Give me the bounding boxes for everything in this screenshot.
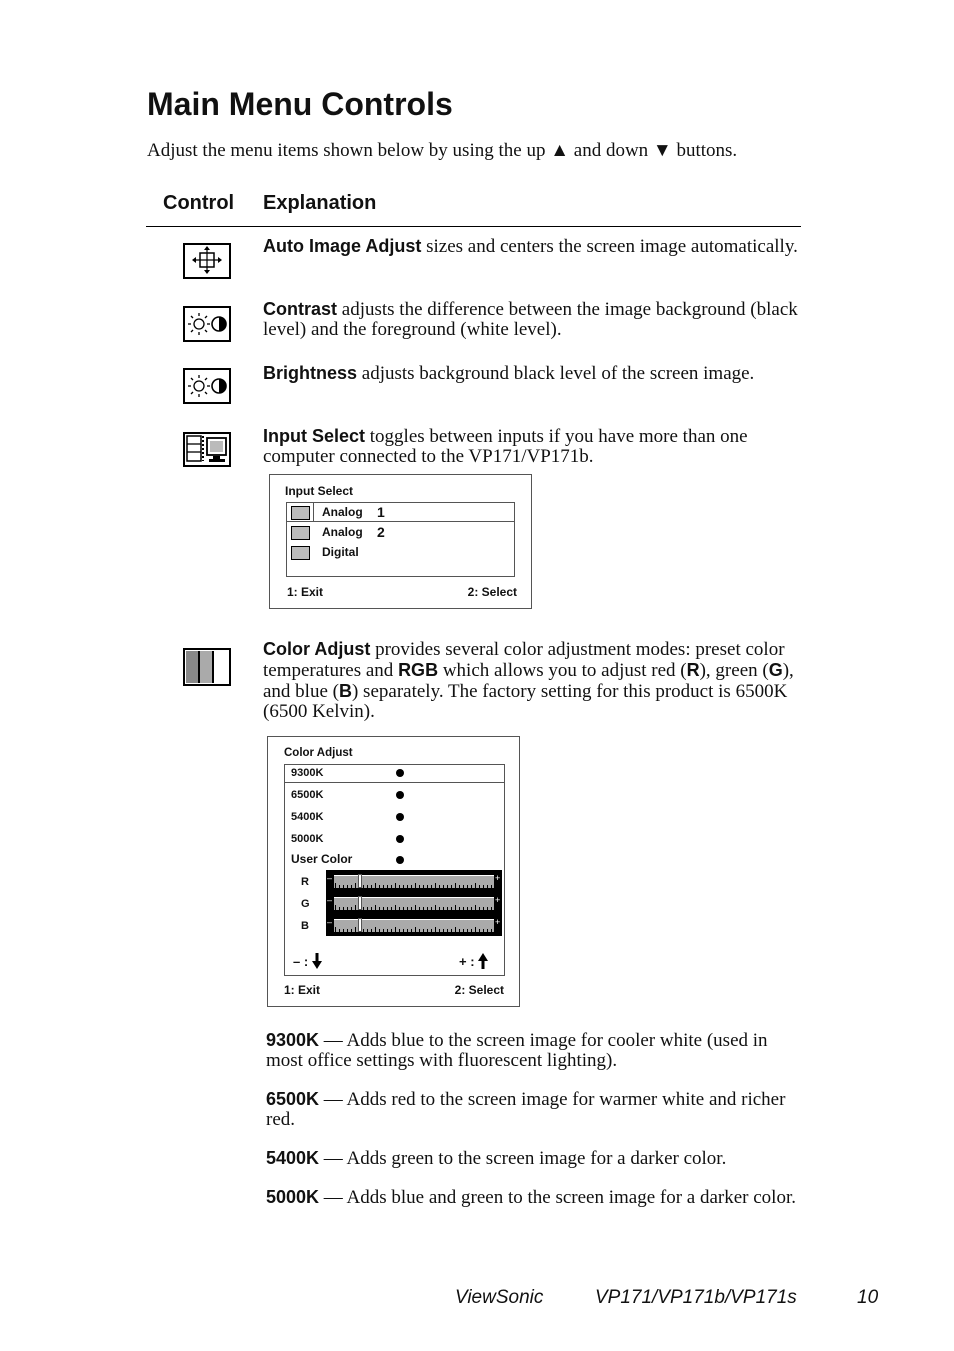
osd-exit-hint: 1: Exit: [284, 983, 321, 997]
slider-tick: [371, 907, 372, 910]
input-select-osd: [269, 474, 532, 609]
slider-tick: [419, 929, 420, 932]
slider-tick: [439, 929, 440, 932]
slider-tick: [351, 907, 352, 910]
slider-tick: [363, 929, 364, 932]
intro-text: [147, 140, 737, 162]
preset-dot: [396, 835, 404, 843]
slider-tick: [431, 907, 432, 910]
slider-tick: [371, 885, 372, 888]
brightness-text: adjusts background black level of the screen image.: [361, 363, 755, 384]
color-adjust-text-5: ) separately. The factory setting for this product is 6500K (6500 Kelvin).: [263, 681, 788, 722]
osd-exit-hint: 1: Exit: [287, 585, 324, 599]
slider-tick: [399, 907, 400, 910]
slider-tick: [487, 929, 488, 932]
slider-tick: [411, 929, 412, 932]
mode-5400k: [266, 1148, 796, 1169]
color-adjust-icon: [183, 648, 231, 686]
decrease-hint: [293, 953, 322, 969]
slider-tick: [483, 907, 484, 910]
slider-tick: [383, 929, 384, 932]
down-arrow-icon: [312, 953, 322, 969]
slider-knob[interactable]: [358, 896, 362, 910]
slider-tick: [351, 929, 352, 932]
input-select-description: [263, 426, 798, 467]
slider-tick: [371, 929, 372, 932]
preset-dot: [396, 791, 404, 799]
decrease-icon: –: [327, 917, 333, 927]
slider-tick: [351, 885, 352, 888]
preset-label: 5000K: [291, 833, 324, 845]
decrease-icon: –: [327, 873, 333, 883]
slider-tick: [347, 907, 348, 910]
mode-label: 5000K: [266, 1187, 320, 1207]
slider-tick: [483, 885, 484, 888]
color-adjust-label: Color Adjust: [263, 639, 371, 659]
preset-6500k[interactable]: [285, 787, 504, 805]
slider-tick: [363, 907, 364, 910]
slider-tick: [491, 929, 492, 932]
input-option-label: Analog: [322, 525, 363, 539]
slider-tick: [463, 885, 464, 888]
input-list: [286, 502, 515, 577]
slider-tick: [447, 907, 448, 910]
slider-tick: [447, 885, 448, 888]
slider-tick: [403, 907, 404, 910]
slider-tick: [375, 883, 376, 888]
mode-label: 6500K: [266, 1089, 320, 1109]
mode-text: — Adds blue to the screen image for cooler white (used in most office settings with fluorescent lighting).: [266, 1030, 768, 1071]
input-select-label: Input Select: [263, 426, 366, 446]
color-adjust-text-1: provides several color adjustment modes: preset color temperatures and: [263, 639, 785, 681]
color-adjust-text-3: ), green (: [699, 660, 769, 681]
decrease-icon: –: [327, 895, 333, 905]
digital-input-icon: [291, 546, 310, 560]
slider-tick: [491, 885, 492, 888]
input-option-label: Digital: [322, 545, 359, 559]
mode-text: — Adds red to the screen image for warmer white and richer red.: [266, 1089, 786, 1130]
slider-tick: [475, 883, 476, 888]
slider-tick: [363, 885, 364, 888]
slider-tick: [443, 929, 444, 932]
increase-icon: +: [495, 895, 501, 905]
brightness-icon: [183, 368, 231, 404]
slider-tick: [383, 907, 384, 910]
slider-tick: [411, 907, 412, 910]
slider-tick: [447, 929, 448, 932]
slider-tick: [475, 927, 476, 932]
analog-input-icon: [291, 506, 310, 520]
input-select-icon: [183, 432, 231, 467]
slider-tick: [443, 907, 444, 910]
slider-tick: [415, 883, 416, 888]
slider-tick: [483, 929, 484, 932]
slider-tick: [479, 885, 480, 888]
slider-tick: [435, 905, 436, 910]
slider-tick: [343, 907, 344, 910]
slider-tick: [423, 885, 424, 888]
preset-dot: [396, 769, 404, 777]
slider-tick: [467, 885, 468, 888]
slider-tick: [407, 885, 408, 888]
slider-tick: [459, 885, 460, 888]
slider-tick: [487, 907, 488, 910]
down-arrow-icon: ▼: [652, 140, 672, 161]
slider-tick: [355, 927, 356, 932]
footer-model: VP171/VP171b/VP171s: [595, 1287, 797, 1308]
brightness-label: Brightness: [263, 363, 358, 383]
intro-middle: and down: [573, 140, 649, 161]
mode-6500k: [266, 1089, 796, 1130]
slider-tick: [379, 929, 380, 932]
slider-tick: [403, 929, 404, 932]
slider-tick: [463, 907, 464, 910]
mode-5000k: [266, 1187, 796, 1208]
slider-tick: [479, 929, 480, 932]
brightness-description: [263, 363, 798, 384]
input-option-number: 1: [377, 504, 385, 520]
decrease-hint-label: – :: [293, 954, 309, 969]
preset-5000k[interactable]: [285, 831, 504, 849]
slider-tick: [415, 905, 416, 910]
slider-tick: [467, 929, 468, 932]
up-arrow-icon: [478, 953, 488, 969]
slider-tick: [419, 885, 420, 888]
column-header-explanation: Explanation: [263, 192, 377, 214]
slider-tick: [427, 885, 428, 888]
slider-tick: [407, 929, 408, 932]
slider-tick: [435, 883, 436, 888]
slider-tick: [471, 907, 472, 910]
contrast-label: Contrast: [263, 299, 338, 319]
header-rule: [146, 226, 801, 227]
mode-text: — Adds blue and green to the screen image for a darker color.: [323, 1187, 796, 1208]
increase-hint: [459, 953, 488, 969]
slider-tick: [415, 927, 416, 932]
auto-image-adjust-description: [263, 236, 798, 257]
footer-brand: ViewSonic: [455, 1287, 544, 1308]
slider-tick: [391, 907, 392, 910]
intro-after: buttons.: [676, 140, 738, 161]
slider-tick: [431, 929, 432, 932]
color-list: [284, 764, 505, 976]
slider-tick: [439, 907, 440, 910]
slider-tick: [355, 905, 356, 910]
slider-tick: [387, 885, 388, 888]
preset-label: User Color: [291, 852, 353, 866]
osd-select-hint: 2: Select: [454, 983, 504, 997]
preset-label: 6500K: [291, 789, 324, 801]
slider-panel: [326, 870, 502, 936]
slider-tick: [339, 907, 340, 910]
slider-tick: [367, 907, 368, 910]
preset-dot: [396, 856, 404, 864]
slider-tick: [455, 927, 456, 932]
slider-tick: [399, 929, 400, 932]
increase-hint-label: + :: [459, 954, 475, 969]
slider-tick: [403, 885, 404, 888]
slider-tick: [471, 885, 472, 888]
mode-label: 9300K: [266, 1030, 320, 1050]
slider-tick: [487, 885, 488, 888]
preset-5400k[interactable]: [285, 809, 504, 827]
increase-icon: +: [495, 873, 501, 883]
slider-tick: [395, 905, 396, 910]
green-label: G: [768, 660, 783, 680]
slider-tick: [407, 907, 408, 910]
mode-text: — Adds green to the screen image for a darker color.: [323, 1148, 727, 1169]
osd-title: Input Select: [285, 484, 354, 498]
channel-label-g: G: [301, 898, 310, 910]
color-adjust-text-2: which allows you to adjust red (: [442, 660, 687, 681]
slider-tick: [439, 885, 440, 888]
slider-tick: [455, 883, 456, 888]
page-number: 10: [857, 1287, 879, 1308]
slider-tick: [427, 907, 428, 910]
input-option-number: 2: [377, 524, 385, 540]
slider-tick: [343, 885, 344, 888]
slider-tick: [387, 907, 388, 910]
slider-tick: [379, 907, 380, 910]
slider-tick: [475, 905, 476, 910]
osd-title: Color Adjust: [284, 747, 353, 759]
green-slider[interactable]: [326, 895, 502, 911]
input-option-3[interactable]: [287, 542, 514, 562]
slider-tick: [383, 885, 384, 888]
slider-tick: [367, 885, 368, 888]
blue-label: B: [338, 681, 352, 701]
slider-tick: [443, 885, 444, 888]
slider-tick: [459, 929, 460, 932]
slider-tick: [423, 929, 424, 932]
input-option-1[interactable]: [287, 503, 514, 522]
contrast-text: adjusts the difference between the image background (black level) and the foreground (white level).: [263, 299, 798, 340]
slider-tick: [479, 907, 480, 910]
slider-tick: [435, 927, 436, 932]
slider-tick: [339, 929, 340, 932]
color-adjust-osd: [267, 736, 520, 1007]
slider-tick: [339, 885, 340, 888]
rgb-sliders: [285, 873, 504, 939]
slider-tick: [367, 929, 368, 932]
preset-label: 9300K: [291, 767, 324, 779]
slider-tick: [427, 929, 428, 932]
preset-dot: [396, 813, 404, 821]
slider-tick: [335, 927, 336, 932]
slider-tick: [387, 929, 388, 932]
slider-tick: [343, 929, 344, 932]
contrast-icon: [183, 306, 231, 342]
slider-tick: [391, 929, 392, 932]
mode-label: 5400K: [266, 1148, 320, 1168]
column-header-control: Control: [163, 192, 235, 214]
slider-tick: [399, 885, 400, 888]
slider-knob[interactable]: [358, 874, 362, 888]
preset-user-color[interactable]: [285, 851, 504, 869]
up-arrow-icon: ▲: [550, 140, 570, 161]
slider-tick: [395, 883, 396, 888]
slider-tick: [471, 929, 472, 932]
red-slider[interactable]: [326, 873, 502, 889]
page-title: Main Menu Controls: [147, 86, 453, 122]
slider-tick: [451, 929, 452, 932]
rgb-label: RGB: [398, 660, 439, 680]
slider-tick: [463, 929, 464, 932]
slider-tick: [375, 905, 376, 910]
slider-tick: [467, 907, 468, 910]
slider-tick: [423, 907, 424, 910]
red-label: R: [686, 660, 700, 680]
slider-tick: [379, 885, 380, 888]
auto-image-adjust-text: sizes and centers the screen image automatically.: [426, 236, 798, 257]
slider-tick: [411, 885, 412, 888]
input-option-2[interactable]: [287, 522, 514, 542]
slider-tick: [347, 885, 348, 888]
contrast-description: [263, 299, 798, 340]
slider-tick: [431, 885, 432, 888]
osd-select-hint: 2: Select: [467, 585, 517, 599]
slider-tick: [395, 927, 396, 932]
auto-image-adjust-icon: [183, 243, 231, 279]
input-option-label: Analog: [322, 505, 363, 519]
slider-tick: [335, 883, 336, 888]
slider-tick: [375, 927, 376, 932]
auto-image-adjust-label: Auto Image Adjust: [263, 236, 422, 256]
divider: [313, 503, 314, 521]
slider-tick: [391, 885, 392, 888]
color-adjust-description: [263, 639, 798, 722]
slider-tick: [335, 905, 336, 910]
slider-tick: [451, 885, 452, 888]
slider-tick: [347, 929, 348, 932]
blue-slider[interactable]: [326, 917, 502, 933]
slider-knob[interactable]: [358, 918, 362, 932]
intro-before: Adjust the menu items shown below by using the up: [147, 140, 546, 161]
slider-tick: [455, 905, 456, 910]
color-adjust-text-4: ), and blue (: [263, 660, 794, 702]
preset-9300k[interactable]: [285, 765, 504, 783]
slider-tick: [491, 907, 492, 910]
slider-tick: [459, 907, 460, 910]
slider-tick: [419, 907, 420, 910]
mode-9300k: [266, 1030, 796, 1071]
channel-label-b: B: [301, 920, 309, 932]
channel-label-r: R: [301, 876, 309, 888]
slider-tick: [355, 883, 356, 888]
analog-input-icon: [291, 526, 310, 540]
preset-label: 5400K: [291, 811, 324, 823]
input-select-text: toggles between inputs if you have more than one computer connected to the VP171/VP171b.: [263, 426, 748, 467]
slider-tick: [451, 907, 452, 910]
increase-icon: +: [495, 917, 501, 927]
